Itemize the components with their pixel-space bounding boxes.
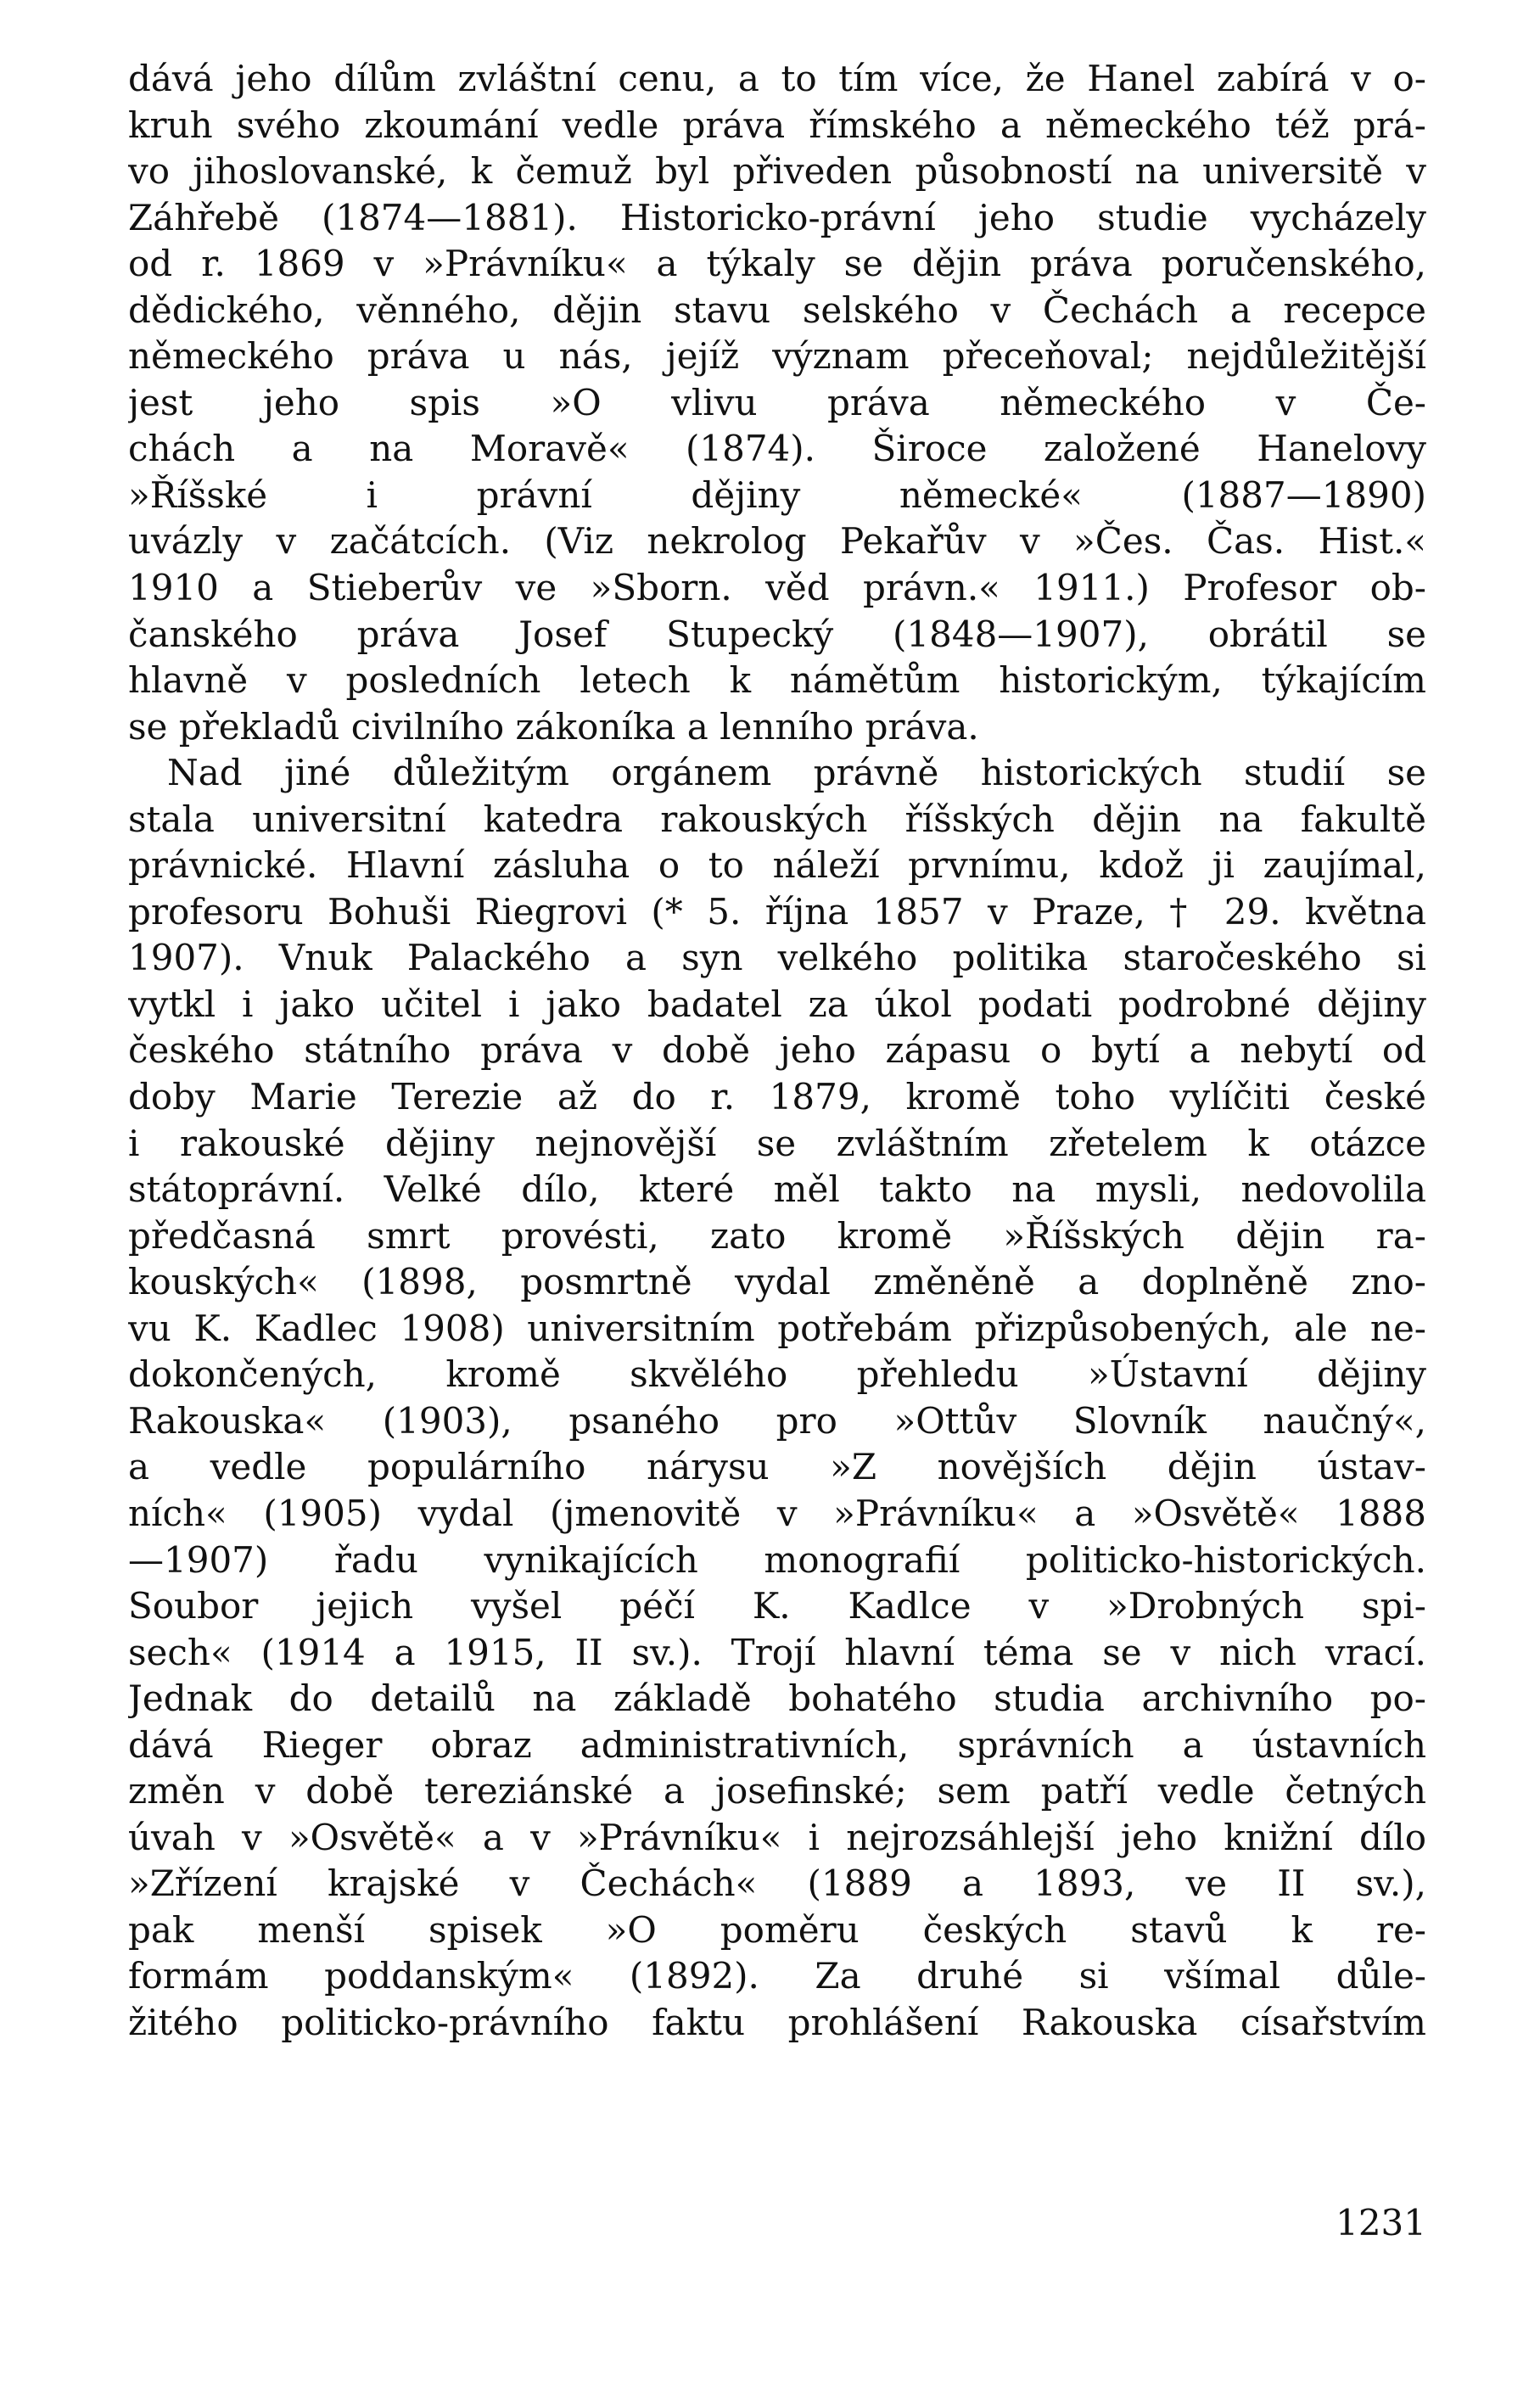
paragraph-1: [128, 56, 1426, 750]
text-line: a vedle populárního nárysu »Z novějších dějin ústav-: [128, 1446, 1426, 1488]
text-line: Nad jiné důležitým orgánem právně historických studií se: [167, 752, 1426, 794]
text-line: předčasná smrt provésti, zato kromě »Říšských dějin ra-: [128, 1214, 1426, 1257]
text-line: sech« (1914 a 1915, II sv.). Trojí hlavní téma se v nich vrací.: [128, 1631, 1426, 1673]
text-line: se překladů civilního zákoníka a lenního práva.: [128, 705, 979, 748]
text-line: vytkl i jako učitel i jako badatel za úkol podati podrobné dějiny: [128, 983, 1426, 1025]
paragraph-2: [128, 750, 1426, 2046]
text-line: od r. 1869 v »Právníku« a týkaly se dějin práva poručenského,: [128, 243, 1426, 285]
text-line: čanského práva Josef Stupecký (1848—1907), obrátil se: [128, 613, 1426, 655]
text-line: kouských« (1898, posmrtně vydal změněně a doplněně zno-: [128, 1261, 1426, 1303]
text-line: českého státního práva v době jeho zápasu o bytí a nebytí od: [128, 1029, 1426, 1072]
text-line: chách a na Moravě« (1874). Široce založené Hanelovy: [128, 428, 1426, 470]
text-line: státoprávní. Velké dílo, které měl takto na mysli, nedovolila: [128, 1168, 1426, 1211]
text-line: doby Marie Terezie až do r. 1879, kromě toho vylíčiti české: [128, 1076, 1426, 1118]
text-line: profesoru Bohuši Riegrovi (* 5. října 1857 v Praze, † 29. května: [128, 890, 1426, 933]
text-line: hlavně v posledních letech k námětům historickým, týkajícím: [128, 659, 1426, 702]
text-line: dává jeho dílům zvláštní cenu, a to tím více, že Hanel zabírá v o-: [128, 58, 1426, 99]
text-line: Záhřebě (1874—1881). Historicko-právní jeho studie vycházely: [128, 196, 1426, 238]
text-line: změn v době tereziánské a josefinské; sem patří vedle četných: [128, 1770, 1426, 1812]
text-line: jest jeho spis »O vlivu práva německého v Če-: [128, 381, 1426, 423]
page-number: 1231: [1336, 2202, 1426, 2243]
text-line: Soubor jejich vyšel péčí K. Kadlce v »Drobných spi-: [128, 1585, 1426, 1627]
text-line: formám poddanským« (1892). Za druhé si všímal důle-: [128, 1955, 1426, 1997]
text-line: »Zřízení krajské v Čechách« (1889 a 1893, ve II sv.),: [128, 1862, 1426, 1905]
text-line: Rakouska« (1903), psaného pro »Ottův Slovník naučný«,: [128, 1399, 1426, 1442]
text-line: žitého politicko-právního faktu prohlášení Rakouska císařstvím: [128, 2001, 1426, 2043]
text-line: —1907) řadu vynikajících monografií politicko-historických.: [128, 1538, 1426, 1581]
text-line: právnické. Hlavní zásluha o to náleží prvnímu, kdož ji zaujímal,: [128, 844, 1426, 887]
text-line: ních« (1905) vydal (jmenovitě v »Právníku« a »Osvětě« 1888: [128, 1492, 1426, 1534]
text-line: vo jihoslovanské, k čemuž byl přiveden působností na universitě v: [128, 150, 1426, 193]
text-line: německého práva u nás, jejíž význam přeceňoval; nejdůležitější: [128, 335, 1426, 378]
text-line: »Říšské i právní dějiny německé« (1887—1890): [128, 473, 1426, 516]
text-line: 1910 a Stieberův ve »Sborn. věd právn.« 1911.) Profesor ob-: [128, 567, 1426, 609]
text-line: vu K. Kadlec 1908) universitním potřebám přizpůsobených, ale ne-: [128, 1307, 1426, 1349]
page-body: [128, 56, 1426, 2047]
text-line: dokončených, kromě skvělého přehledu »Ústavní dějiny: [128, 1353, 1426, 1396]
text-line: i rakouské dějiny nejnovější se zvláštním zřetelem k otázce: [128, 1122, 1426, 1164]
text-line: kruh svého zkoumání vedle práva římského a německého též prá-: [128, 104, 1426, 146]
text-line: uvázly v začátcích. (Viz nekrolog Pekařův v »Čes. Čas. Hist.«: [128, 520, 1426, 563]
text-line: Jednak do detailů na základě bohatého studia archivního po-: [128, 1678, 1426, 1720]
text-line: stala universitní katedra rakouských říšských dějin na fakultě: [128, 798, 1426, 840]
text-line: úvah v »Osvětě« a v »Právníku« i nejrozsáhlejší jeho knižní dílo: [128, 1816, 1426, 1858]
text-line: dává Rieger obraz administrativních, správních a ústavních: [128, 1723, 1426, 1766]
text-line: pak menší spisek »O poměru českých stavů k re-: [128, 1908, 1426, 1951]
text-line: dědického, věnného, dějin stavu selského v Čechách a recepce: [128, 288, 1426, 331]
text-line: 1907). Vnuk Palackého a syn velkého politika staročeského si: [128, 937, 1426, 979]
